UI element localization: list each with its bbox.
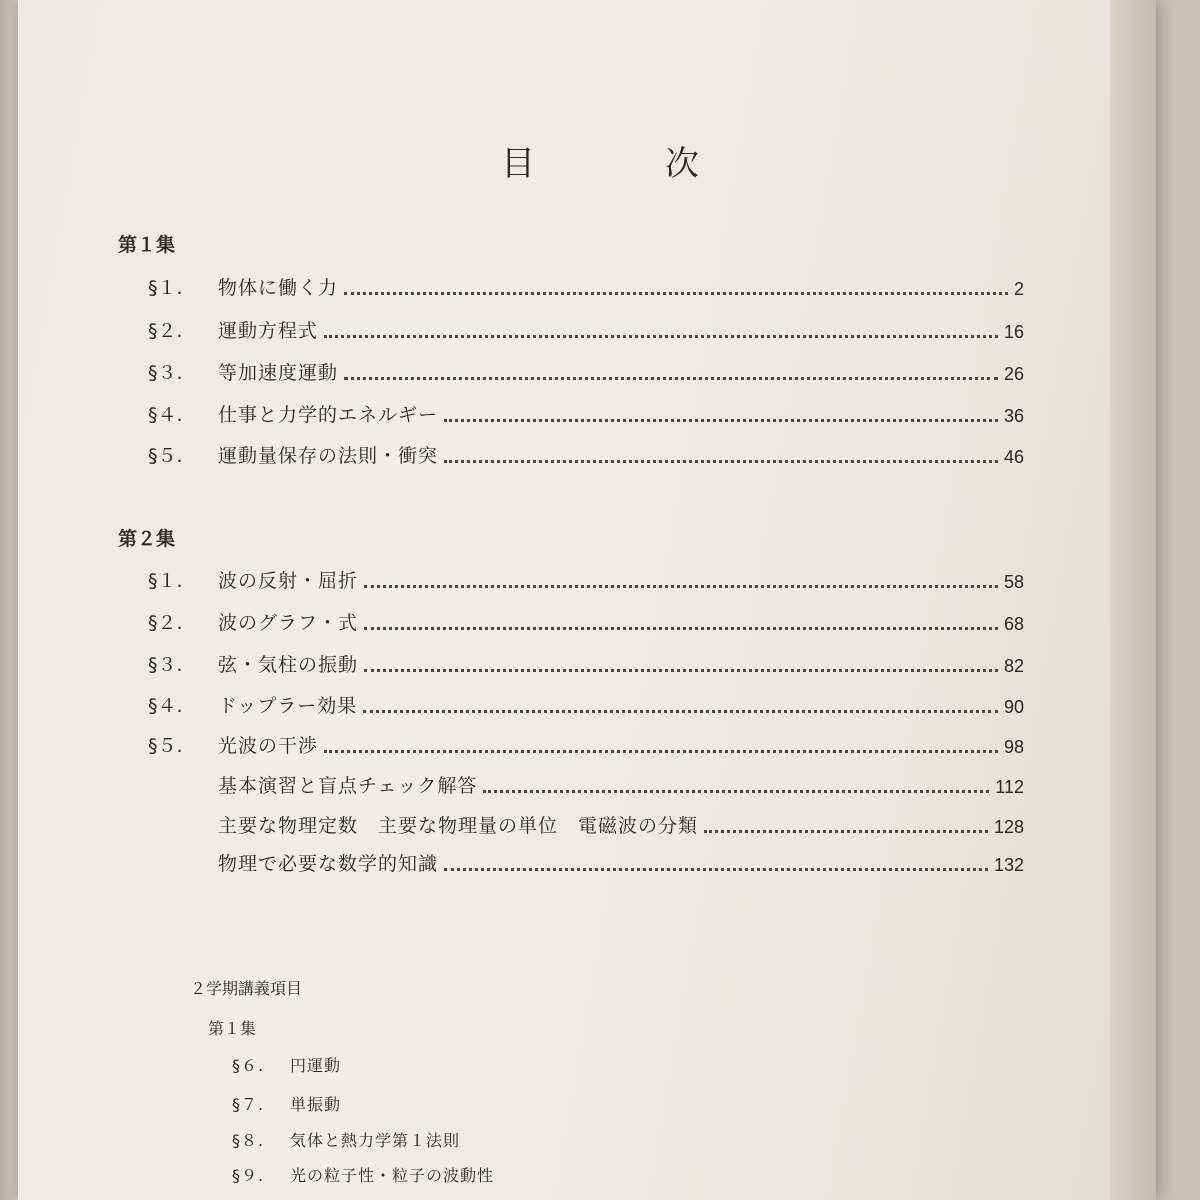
entry-page: 112	[995, 777, 1024, 797]
leader-dots	[344, 377, 998, 380]
entry-number: §５.	[148, 445, 183, 467]
entry-number: §５.	[148, 735, 183, 757]
toc-entry	[148, 846, 1024, 876]
entry-page: 26	[1003, 364, 1024, 384]
entry-page: 132	[993, 855, 1024, 875]
entry-title: 波の反射・屈折	[218, 570, 359, 592]
entry-number: §４.	[148, 404, 183, 426]
list-item	[232, 1092, 341, 1115]
entry-page: 36	[1003, 406, 1024, 426]
item-title: 円運動	[290, 1056, 342, 1075]
entry-page: 2	[1013, 279, 1024, 299]
toc-entry	[148, 438, 1024, 468]
entry-page: 98	[1003, 737, 1024, 757]
entry-number: §１.	[148, 570, 183, 592]
term2-subheading: 第１集	[208, 1019, 257, 1038]
entry-page: 90	[1003, 697, 1024, 717]
entry-page: 58	[1003, 572, 1024, 592]
part1-heading: 第１集	[118, 234, 176, 256]
leader-dots	[704, 830, 988, 833]
entry-title: 光波の干渉	[218, 735, 319, 757]
leader-dots	[344, 292, 1008, 295]
part2-heading: 第２集	[118, 528, 176, 550]
entry-title: 基本演習と盲点チェック解答	[218, 775, 478, 797]
entry-number: §２.	[148, 320, 183, 342]
leader-dots	[324, 335, 998, 338]
entry-title: 等加速度運動	[218, 362, 339, 384]
item-title: 単振動	[290, 1095, 342, 1114]
entry-page: 46	[1003, 447, 1024, 467]
leader-dots	[324, 750, 998, 753]
toc-entry	[148, 728, 1024, 758]
toc-entry	[148, 768, 1024, 798]
entry-title: 波のグラフ・式	[218, 612, 359, 634]
entry-number: §２.	[148, 612, 183, 634]
entry-title: ドップラー効果	[218, 695, 358, 717]
term2-heading: ２学期講義項目	[190, 979, 303, 998]
item-number: §８.	[232, 1131, 265, 1150]
entry-title: 仕事と力学的エネルギー	[218, 404, 439, 426]
toc-entry	[148, 605, 1024, 635]
page-title	[0, 136, 1200, 185]
toc-entry	[148, 270, 1024, 300]
list-item	[232, 1128, 460, 1151]
entry-title: 弦・気柱の振動	[218, 654, 359, 676]
leader-dots	[444, 460, 998, 463]
toc-entry	[148, 313, 1024, 343]
title-left: 目	[501, 144, 535, 184]
item-number: §６.	[232, 1056, 265, 1075]
item-number: §９.	[232, 1166, 265, 1185]
entry-page: 16	[1003, 322, 1024, 342]
leader-dots	[444, 419, 998, 422]
leader-dots	[364, 585, 998, 588]
entry-number: §３.	[148, 362, 183, 384]
entry-page: 82	[1003, 656, 1024, 676]
entry-title: 物体に働く力	[218, 277, 339, 299]
entry-number: §４.	[148, 695, 183, 717]
entry-title: 主要な物理定数 主要な物理量の単位 電磁波の分類	[218, 815, 699, 837]
entry-page: 128	[993, 817, 1024, 837]
toc-entry	[148, 688, 1024, 718]
leader-dots	[364, 669, 998, 672]
list-item	[232, 1053, 341, 1076]
toc-entry	[148, 647, 1024, 677]
entry-title: 物理で必要な数学的知識	[218, 853, 439, 875]
toc-entry	[148, 563, 1024, 593]
toc-entry	[148, 808, 1024, 838]
list-item	[232, 1163, 494, 1186]
leader-dots	[483, 790, 989, 793]
entry-page: 68	[1003, 614, 1024, 634]
leader-dots	[363, 710, 998, 713]
entry-number: §３.	[148, 654, 183, 676]
title-right: 次	[665, 144, 699, 184]
entry-title: 運動方程式	[218, 320, 319, 342]
item-number: §７.	[232, 1095, 265, 1114]
leader-dots	[444, 868, 988, 871]
toc-entry	[148, 397, 1024, 427]
leader-dots	[364, 627, 998, 630]
toc-entry	[148, 355, 1024, 385]
item-title: 光の粒子性・粒子の波動性	[290, 1166, 495, 1185]
entry-number: §１.	[148, 277, 183, 299]
entry-title: 運動量保存の法則・衝突	[218, 445, 439, 467]
item-title: 気体と熱力学第１法則	[290, 1131, 461, 1150]
